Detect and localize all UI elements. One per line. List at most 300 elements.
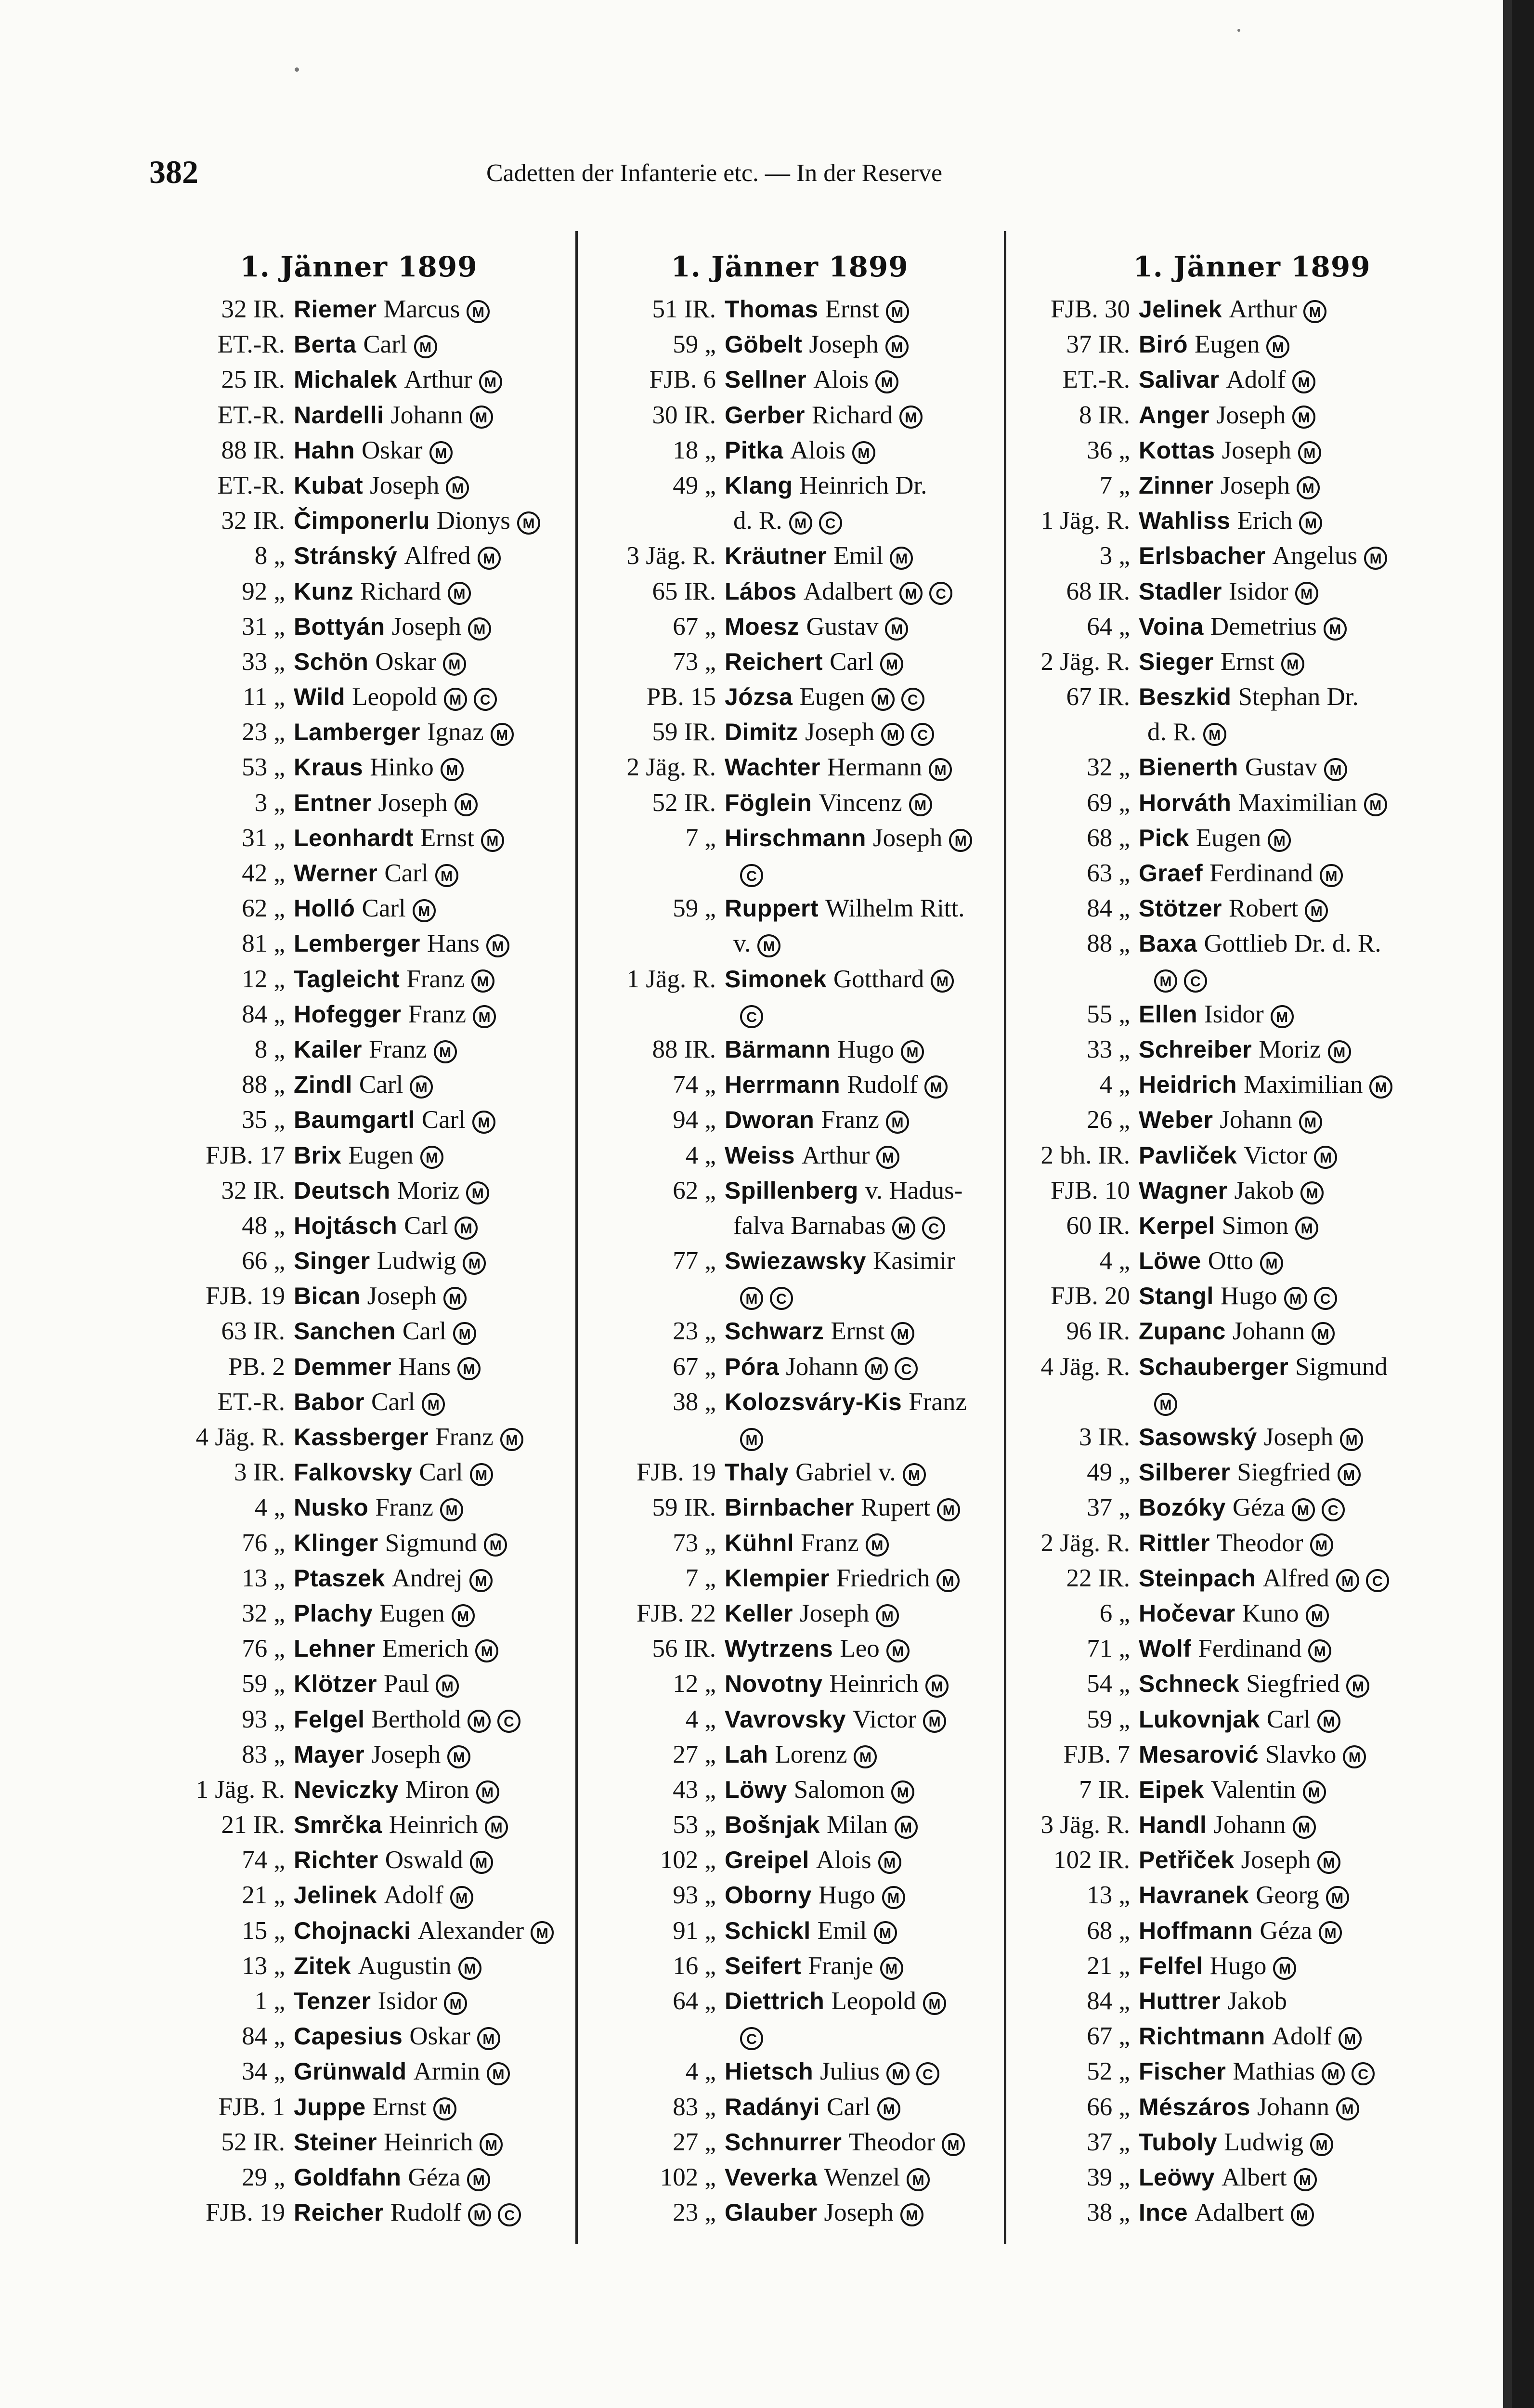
unit-label: 3 IR. [234,1458,285,1487]
circled-m-icon: M [458,1957,481,1980]
given-name: Franz [821,1106,880,1134]
given-name: Otto [1208,1247,1254,1275]
surname: Reicher [294,2199,384,2226]
given-name: Joseph [371,1740,441,1768]
list-item [1009,295,1495,330]
list-item [580,1423,999,1458]
list-item [1009,1423,1495,1458]
surname: Tuboly [1139,2128,1218,2156]
list-item [580,1845,999,1881]
circled-m-icon: M [1297,476,1320,499]
list-item [1009,1634,1495,1669]
person-name [294,1634,498,1663]
given-name: Ludwig [1224,2128,1304,2156]
surname: Falkovsky [294,1459,413,1486]
person-name [294,541,501,570]
unit-label: 4 Jäg. R. [1040,1352,1130,1381]
surname: Sasowský [1139,1424,1257,1451]
surname: Föglein [725,789,812,816]
given-name: Ferdinand [1198,1635,1302,1663]
surname: Herrmann [725,1071,841,1099]
person-name [725,788,932,817]
unit-label: 48 „ [242,1211,285,1240]
given-name: Jakob [1227,1987,1287,2015]
circled-m-icon: M [475,1639,498,1662]
list-item [580,647,999,682]
given-name: Hans [427,929,480,958]
surname: Bican [294,1283,361,1310]
given-name: Franz [435,1423,494,1451]
person-name [725,1423,763,1452]
surname: Ellen [1139,1000,1197,1028]
unit-label: 67 „ [1087,2022,1130,2051]
surname: Huttrer [1139,1988,1221,2015]
surname: Steiner [294,2128,377,2156]
list-item [1009,929,1495,964]
given-name: Eugen [379,1599,445,1627]
surname: Nusko [294,1494,369,1521]
person-name [725,2198,923,2227]
person-name [294,1105,495,1134]
person-name [1139,1423,1363,1452]
circled-c-icon: C [740,1005,763,1028]
unit-label: 62 „ [242,894,285,923]
surname: Schreiber [1139,1035,1252,1063]
list-item [1009,965,1495,1000]
given-name: Géza [1260,1916,1313,1945]
given-name: Leo [840,1635,880,1663]
unit-label: ET.-R. [217,1387,285,1416]
given-name: Joseph [378,788,448,817]
surname: Novotny [725,1670,823,1698]
given-name: Hugo [818,1881,875,1910]
unit-label: 21 „ [242,1881,285,1910]
person-name [1139,436,1321,465]
circled-m-icon: M [1292,1498,1315,1521]
circled-c-icon: C [922,1217,945,1240]
unit-label: 37 „ [1087,2128,1130,2156]
person-name [294,859,458,888]
given-name: Erich [1237,507,1293,535]
circled-m-icon: M [1317,1851,1340,1874]
unit-label: 59 „ [673,894,716,923]
list-item [580,1246,999,1282]
person-name [294,612,491,641]
circled-m-icon: M [937,1498,960,1521]
list-item [1009,1000,1495,1035]
given-name: Joseph [824,2199,894,2227]
list-item [580,330,999,365]
column-date-header: 1. Jänner 1899 [240,250,478,283]
person-name [1139,295,1326,324]
list-item [580,1352,999,1387]
unit-label: 32 „ [242,1599,285,1627]
circled-m-icon: M [422,1393,445,1416]
list-item [149,718,568,753]
circled-m-icon: M [450,1886,473,1909]
person-name [1139,1000,1294,1029]
given-name: Siegfried [1246,1670,1340,1698]
given-name: Sigmund [385,1529,478,1557]
person-name [725,401,923,430]
given-name: Carl [827,2093,871,2121]
given-name: v. Hadus- [865,1176,963,1204]
circled-m-icon: M [880,653,903,676]
given-name: Gottlieb Dr. d. R. [1204,929,1381,958]
person-name [294,295,490,324]
surname: Silberer [1139,1459,1231,1486]
surname: Lábos [725,577,797,605]
person-name [1139,1775,1326,1804]
circled-m-icon: M [433,2097,456,2120]
person-name [294,929,509,958]
surname: Goldfahn [294,2163,402,2191]
list-item [149,1529,568,1564]
circled-m-icon: M [923,1710,946,1733]
circled-c-icon: C [474,688,497,711]
list-item [580,965,999,1000]
circled-m-icon: M [448,582,471,605]
given-name: Hugo [1220,1282,1277,1310]
unit-label: 8 „ [254,1035,285,1063]
circled-m-icon: M [1154,1393,1177,1416]
given-name: Kuno [1242,1599,1299,1627]
given-name: Johann [786,1352,858,1381]
unit-label: 74 „ [673,1071,716,1099]
surname: Holló [294,895,355,922]
surname: Berta [294,331,357,358]
unit-label: 51 IR. [652,295,716,323]
unit-label: 23 „ [673,1317,716,1346]
given-name: Hans [398,1352,451,1381]
surname: Richtmann [1139,2023,1265,2050]
given-name: Franz [408,1000,467,1028]
unit-label: FJB. 1 [218,2093,285,2121]
unit-label: 64 „ [1087,612,1130,641]
list-item [580,1000,999,1035]
unit-label: 38 „ [1087,2199,1130,2227]
unit-label: FJB. 10 [1051,1176,1130,1204]
person-name [1139,2163,1317,2192]
column-divider [575,231,578,2244]
person-name [725,2057,939,2086]
unit-label: 63 „ [1087,859,1130,887]
person-name [294,1775,499,1804]
surname: Kottas [1139,436,1215,464]
surname: Juppe [294,2093,366,2120]
given-name: Carl [1266,1705,1311,1733]
person-name [1139,1599,1329,1628]
list-item [1009,1564,1495,1599]
list-item [1009,647,1495,682]
list-item [1009,1916,1495,1951]
person-name [1139,1845,1340,1874]
circled-m-icon: M [899,406,923,429]
person-name [1139,1035,1351,1064]
surname: Graef [1139,860,1203,887]
surname: Entner [294,789,372,816]
person-name [294,1141,443,1170]
unit-label: 56 IR. [652,1635,716,1663]
surname: Pick [1139,824,1189,851]
circled-c-icon: C [1366,1569,1389,1592]
circled-m-icon: M [1295,1217,1318,1240]
list-item [1009,1775,1495,1810]
person-name [725,436,875,465]
person-name [725,859,763,888]
unit-label: 88 „ [242,1071,285,1099]
page-number: 382 [149,154,198,190]
unit-label: 74 „ [242,1846,285,1874]
list-item [149,1070,568,1105]
unit-label: ET.-R. [1062,366,1130,394]
person-name [1139,1352,1388,1381]
list-item [1009,2163,1495,2198]
list-item [580,859,999,894]
person-name [1139,1881,1349,1910]
circled-c-icon: C [1184,969,1207,993]
unit-label: 2 Jäg. R. [626,753,716,782]
unit-label: 52 „ [1087,2057,1130,2086]
circled-m-icon: M [1154,969,1177,993]
list-item [1009,1529,1495,1564]
given-name: Franz [375,1493,433,1522]
circled-m-icon: M [446,476,469,499]
circled-m-icon: M [876,1604,899,1627]
circled-m-icon: M [517,511,540,535]
list-item [1009,894,1495,929]
list-item [1009,2128,1495,2163]
person-name [725,1035,924,1064]
given-name: Berthold [371,1705,461,1733]
circled-m-icon: M [942,2133,965,2156]
person-name [725,753,952,782]
unit-label: 18 „ [673,436,716,464]
running-title: Cadetten der Infanterie etc. — In der Reserve [486,159,943,187]
person-name [725,1529,889,1557]
surname: Anger [1139,401,1209,429]
circled-m-icon: M [1320,864,1343,887]
circled-m-icon: M [886,1639,910,1662]
list-item [1009,1317,1495,1352]
surname: Zindl [294,1071,352,1099]
surname: Steinpach [1139,1564,1256,1592]
list-item [1009,365,1495,400]
circled-m-icon: M [1326,1886,1349,1909]
person-name [294,365,502,394]
surname: Kunz [294,577,354,605]
person-name [1139,365,1315,394]
circled-m-icon: M [476,1780,499,1804]
list-item [149,471,568,506]
unit-label: 3 „ [1099,542,1130,570]
surname: Moesz [725,613,800,640]
unit-label: 4 „ [254,1493,285,1522]
surname: Swiezawsky [725,1247,867,1275]
given-name: Franz [801,1529,859,1557]
list-item [1009,1951,1495,1987]
list-item [149,1317,568,1352]
given-name: Isidor [1204,1000,1264,1028]
surname: Diettrich [725,1988,825,2015]
circled-m-icon: M [931,969,954,993]
circled-m-icon: M [452,1604,475,1627]
circled-m-icon: M [1303,1780,1326,1804]
unit-label: 13 „ [242,1564,285,1592]
surname: Sellner [725,366,807,393]
circled-m-icon: M [413,899,436,922]
column-divider [1004,231,1006,2244]
circled-m-icon: M [1306,1604,1329,1627]
person-name [725,1246,955,1275]
person-name [1139,1282,1337,1310]
person-name [1139,401,1315,430]
list-item [1009,1740,1495,1775]
person-name [725,1705,946,1734]
unit-label: 102 „ [660,1846,716,1874]
list-item [1009,1070,1495,1105]
person-name [725,1564,960,1593]
surname: Petřiček [1139,1846,1235,1874]
circled-m-icon: M [468,617,491,641]
surname: Simonek [725,965,827,993]
given-name: Carl [404,1211,448,1240]
person-name [725,1387,967,1416]
unit-label: 84 „ [242,2022,285,2051]
surname: Löwy [725,1776,787,1803]
given-name: Carl [384,859,429,887]
person-name [1139,859,1343,888]
circled-m-icon: M [468,1710,491,1733]
circled-m-icon: M [1271,1005,1294,1028]
surname: Kailer [294,1035,362,1063]
unit-label: 53 „ [673,1811,716,1839]
person-name [294,2198,521,2227]
list-item [149,1352,568,1387]
given-name: Wenzel [824,2163,900,2191]
unit-label: 21 IR. [221,1811,285,1839]
given-name: Gustav [806,612,879,641]
list-item [149,541,568,576]
surname: Kassberger [294,1424,429,1451]
list-item [1009,1176,1495,1211]
list-item [149,1916,568,1951]
unit-label: 64 „ [673,1987,716,2015]
person-name [725,1881,905,1910]
given-name: Johann [1213,1811,1286,1839]
list-item [149,753,568,788]
circled-m-icon: M [1336,1569,1359,1592]
unit-label: 92 „ [242,577,285,605]
circled-m-icon: M [443,1287,467,1310]
given-name: Johann [1220,1106,1292,1134]
person-name [725,1987,946,2015]
list-item [149,1282,568,1317]
circled-m-icon: M [463,1252,486,1275]
list-item [580,1810,999,1845]
person-name [725,965,954,994]
surname: Veverka [725,2163,818,2191]
unit-label: 1 Jäg. R. [626,965,716,993]
circled-m-icon: M [929,758,952,781]
person-name [294,1070,433,1099]
person-name [725,1740,877,1769]
given-name: Alfred [1262,1564,1329,1592]
unit-label: 35 „ [242,1106,285,1134]
list-item [580,1035,999,1070]
person-name [1139,1810,1316,1839]
surname: Baxa [1139,930,1197,957]
surname: Grünwald [294,2058,407,2085]
circled-m-icon: M [420,1146,443,1169]
unit-label: 4 „ [1099,1071,1130,1099]
surname: Spillenberg [725,1177,858,1204]
circled-m-icon: M [1299,511,1322,535]
surname: Lehner [294,1635,376,1662]
circled-m-icon: M [891,1322,914,1345]
circled-m-icon: M [436,1675,459,1698]
person-name [725,1951,903,1980]
surname: Seifert [725,1952,802,1979]
surname: Thaly [725,1459,789,1486]
column-date-header: 1. Jänner 1899 [671,250,909,283]
unit-label: 29 „ [242,2163,285,2191]
unit-label: 39 „ [1087,2163,1130,2191]
circled-c-icon: C [901,688,924,711]
unit-label: 6 „ [1099,1599,1130,1627]
list-item [580,753,999,788]
unit-label: 13 „ [242,1951,285,1980]
circled-m-icon: M [881,723,904,746]
unit-label: 52 IR. [221,2128,285,2156]
list-item [149,1987,568,2022]
person-name [725,824,972,852]
given-name: Joseph [391,612,461,641]
person-name [294,1246,486,1275]
person-name [1139,1634,1331,1663]
given-name: Armin [413,2057,480,2086]
list-item [580,1775,999,1810]
person-name [294,1317,476,1346]
circled-m-icon: M [467,300,490,323]
list-item [1009,436,1495,471]
circled-m-icon: M [1364,547,1387,570]
given-name: Vincenz [819,788,902,817]
unit-label: FJB. 19 [637,1458,716,1487]
circled-m-icon: M [878,1851,901,1874]
list-item [1009,541,1495,576]
list-item [1009,682,1495,718]
given-name: Hermann [827,753,923,782]
circled-m-icon: M [924,1075,948,1099]
given-name: Joseph [872,824,943,852]
list-item [580,1141,999,1176]
given-name: Ernst [420,824,474,852]
person-name [1139,1141,1337,1170]
given-name: Heinrich [384,2128,473,2156]
given-name: Ernst [825,295,879,323]
given-name: Maximilian [1238,788,1357,817]
circled-m-icon: M [1369,1075,1392,1099]
person-name [294,1705,520,1734]
given-name: Adolf [384,1881,443,1910]
unit-label: 93 „ [673,1881,716,1910]
surname: Zitek [294,1952,351,1979]
list-item [580,2022,999,2057]
unit-label: 53 „ [242,753,285,782]
surname: Ruppert [725,895,819,922]
circled-m-icon: M [1364,793,1387,816]
